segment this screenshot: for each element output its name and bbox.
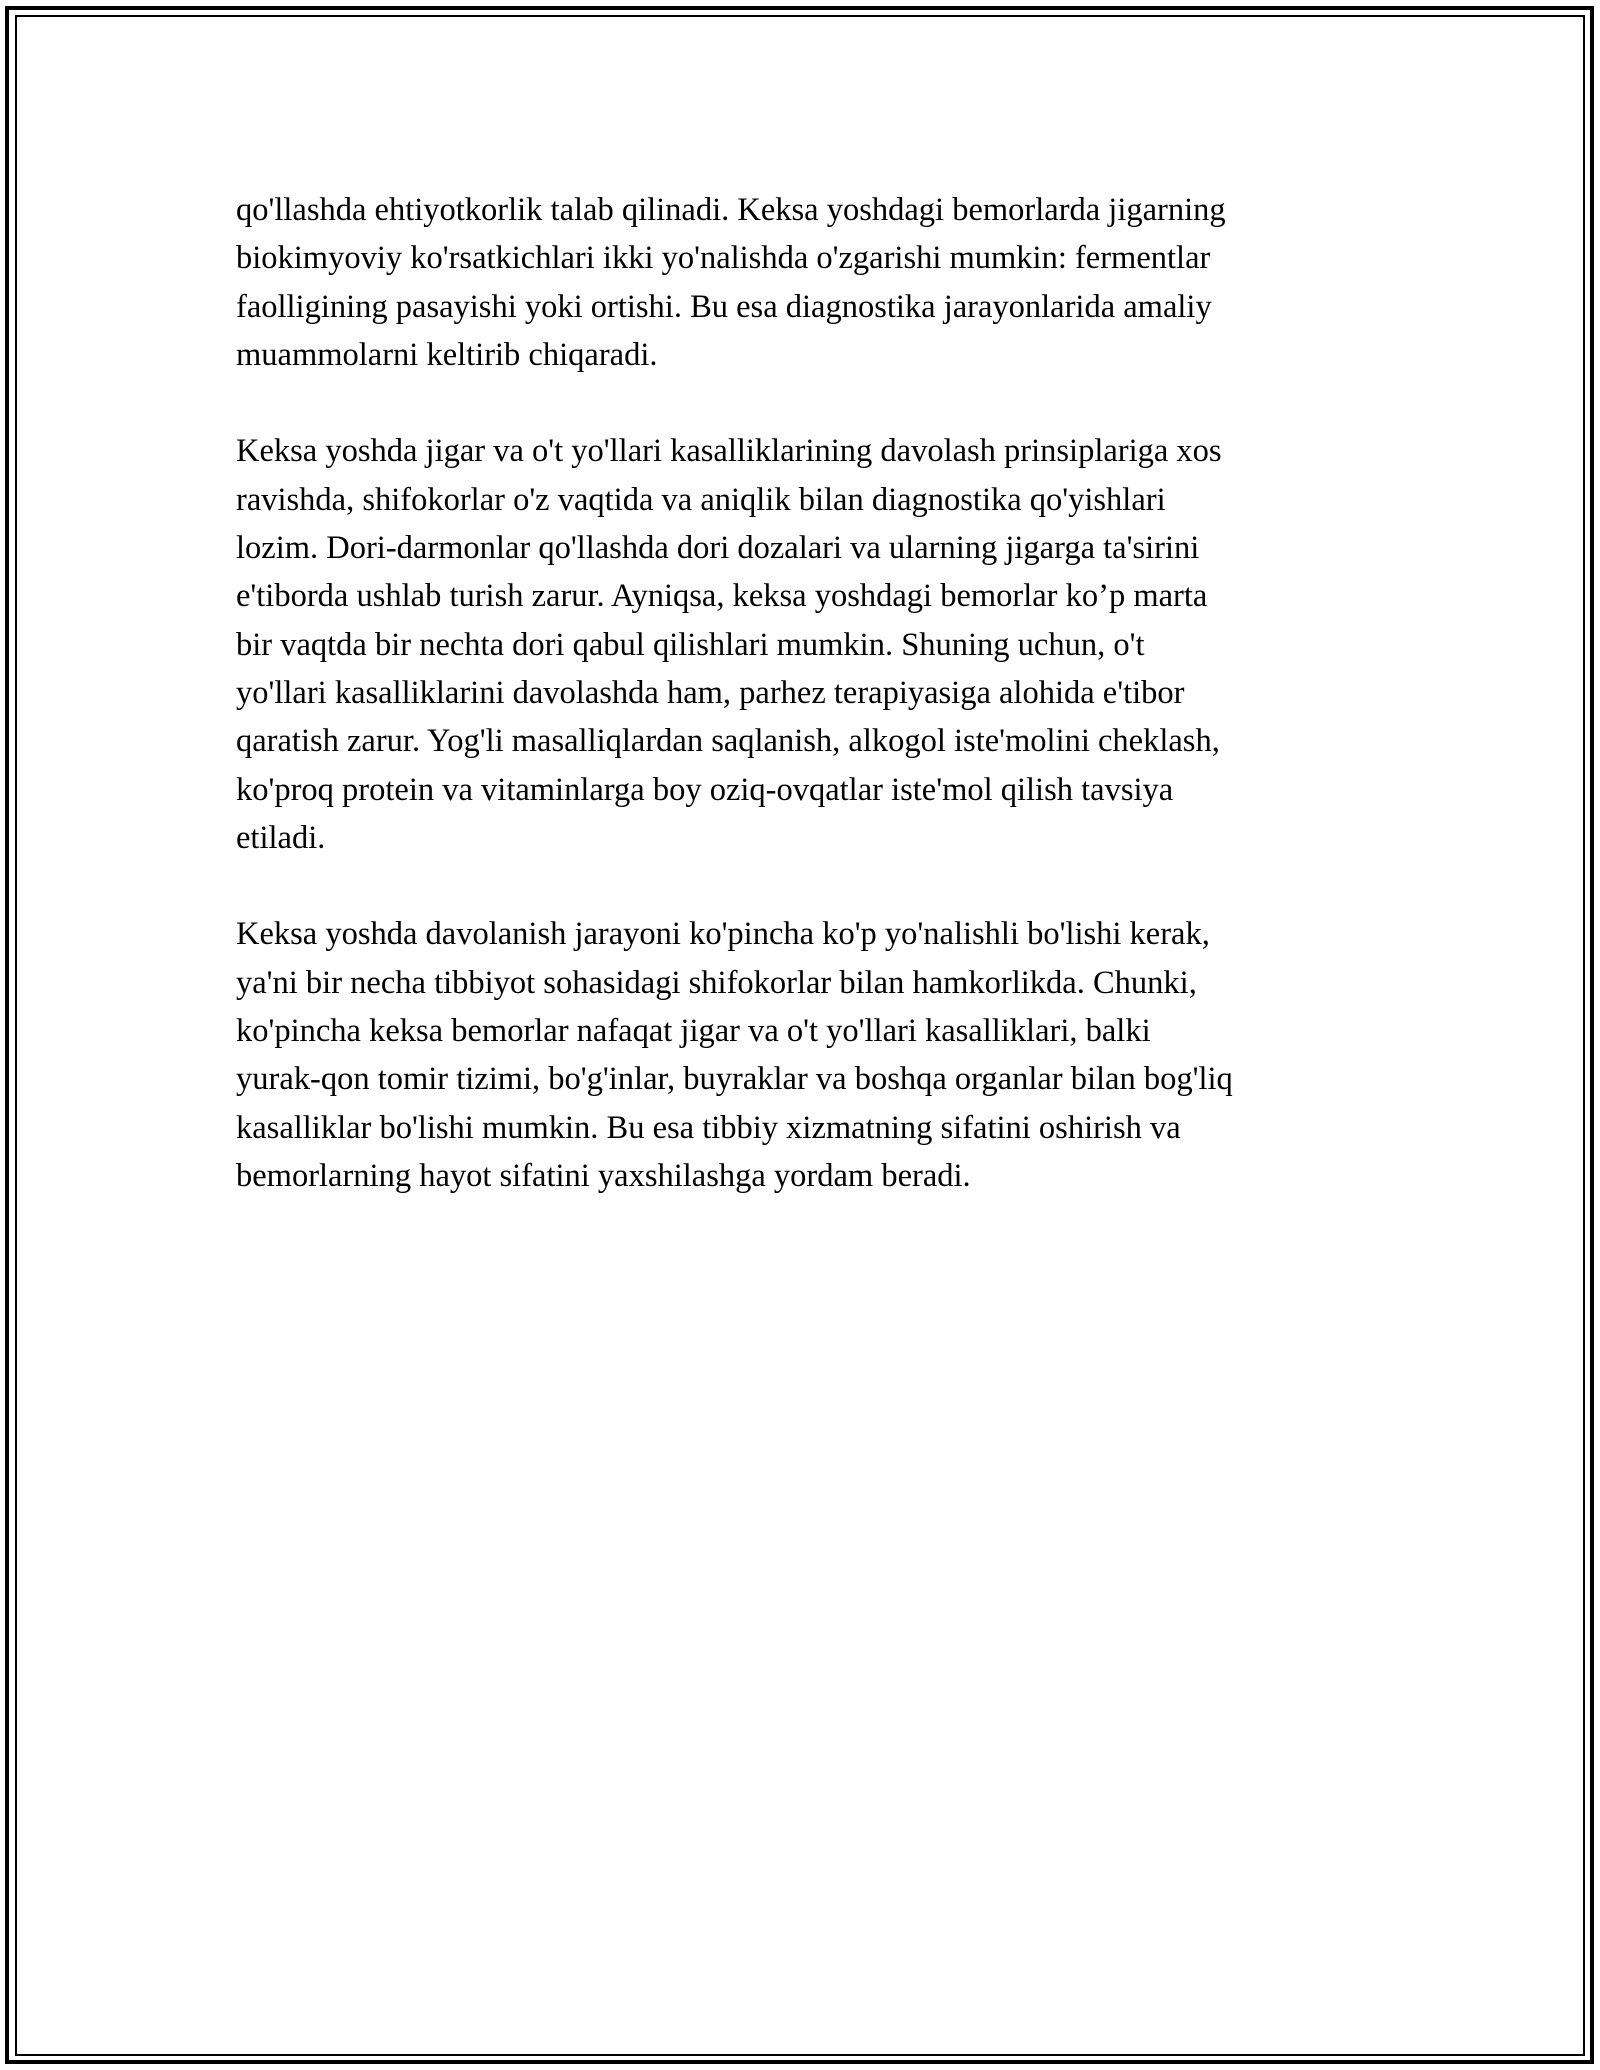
text-line: ya'ni bir necha tibbiyot sohasidagi shifokorlar bilan hamkorlikda. Chunki, [236, 964, 1197, 1001]
text-line: lozim. Dori-darmonlar qo'llashda dori dozalari va ularning jigarga ta'sirini [236, 530, 1200, 567]
text-line: Keksa yoshda jigar va o't yo'llari kasalliklarining davolash prinsiplariga xos [236, 433, 1222, 470]
text-line: yurak-qon tomir tizimi, bo'g'inlar, buyraklar va boshqa organlar bilan bog'liq [236, 1061, 1233, 1098]
paragraph-2 [236, 427, 1376, 862]
text-line: bemorlarning hayot sifatini yaxshilashga yordam beradi. [236, 1157, 971, 1194]
text-line: faolligining pasayishi yoki ortishi. Bu esa diagnostika jarayonlarida amaliy [236, 288, 1212, 325]
text-line: biokimyoviy ko'rsatkichlari ikki yo'nalishda o'zgarishi mumkin: fermentlar [236, 240, 1211, 277]
text-line: bir vaqtda bir nechta dori qabul qilishlari mumkin. Shuning uchun, o't [236, 626, 1145, 663]
text-line: e'tiborda ushlab turish zarur. Ayniqsa, keksa yoshdagi bemorlar ko’p marta [236, 578, 1208, 615]
text-line: kasalliklar bo'lishi mumkin. Bu esa tibbiy xizmatning sifatini oshirish va [236, 1109, 1181, 1146]
document-body [236, 186, 1376, 1249]
text-line: qo'llashda ehtiyotkorlik talab qilinadi. Keksa yoshdagi bemorlarda jigarning [236, 192, 1226, 228]
text-line: etiladi. [236, 819, 326, 856]
paragraph-3 [236, 910, 1376, 1200]
text-line: yo'llari kasalliklarini davolashda ham, parhez terapiyasiga alohida e'tibor [236, 674, 1185, 711]
text-line: Keksa yoshda davolanish jarayoni ko'pincha ko'p yo'nalishli bo'lishi kerak, [236, 916, 1210, 953]
text-line: ko'proq protein va vitaminlarga boy oziq-ovqatlar iste'mol qilish tavsiya [236, 771, 1174, 808]
paragraph-1 [236, 186, 1376, 379]
text-line: qaratish zarur. Yog'li masalliqlardan saqlanish, alkogol iste'molini cheklash, [236, 723, 1220, 760]
text-line: ko'pincha keksa bemorlar nafaqat jigar va o't yo'llari kasalliklari, balki [236, 1013, 1151, 1050]
text-line: muammolarni keltirib chiqaradi. [236, 336, 658, 373]
text-line: ravishda, shifokorlar o'z vaqtida va aniqlik bilan diagnostika qo'yishlari [236, 481, 1166, 518]
